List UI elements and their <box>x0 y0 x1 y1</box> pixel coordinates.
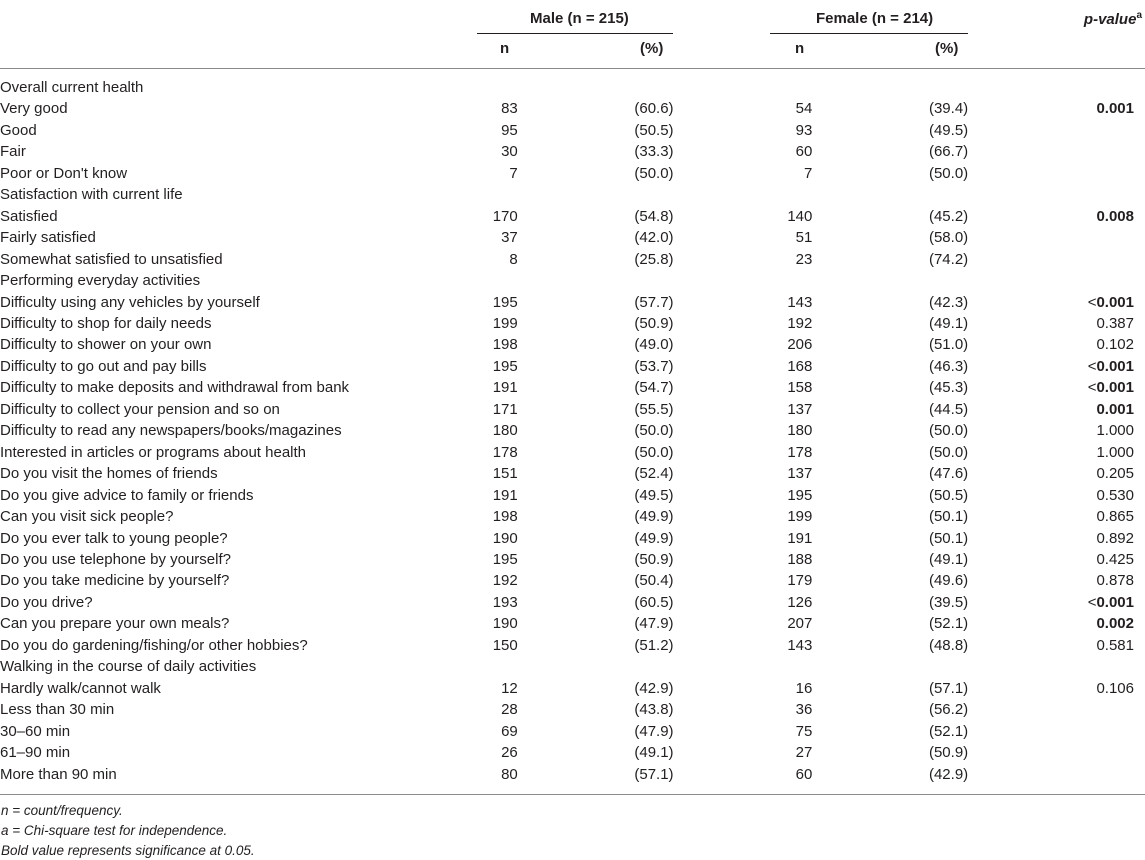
female-percent: (44.5) <box>928 400 969 418</box>
p-value: 0.008 <box>1096 207 1134 225</box>
female-count: 137 <box>787 465 813 483</box>
female-percent: (50.5) <box>928 486 969 504</box>
p-value-cell <box>968 549 1145 570</box>
female-count: 54 <box>795 100 813 118</box>
row-label: Interested in articles or programs about health <box>0 443 306 461</box>
male-percent: (54.8) <box>634 207 674 225</box>
female-percent: (42.3) <box>928 293 969 311</box>
row-label: Can you prepare your own meals? <box>0 615 230 633</box>
row-label: Difficulty to go out and pay bills <box>0 357 207 375</box>
female-percent: (52.1) <box>928 722 969 740</box>
male-count: 171 <box>492 400 518 418</box>
female-count: 51 <box>795 229 813 247</box>
row-label: Poor or Don't know <box>0 164 128 182</box>
male-group-header: Male (n = 215) <box>530 10 629 27</box>
empty-cell <box>518 656 674 677</box>
p-value-cell <box>968 292 1145 313</box>
male-count: 7 <box>509 164 518 182</box>
male-count: 193 <box>492 593 518 611</box>
female-percent: (74.2) <box>928 250 969 268</box>
p-value-cell <box>968 163 1145 184</box>
male-percent: (49.9) <box>634 529 674 547</box>
female-header-underline <box>770 33 968 34</box>
p-value-cell <box>968 506 1145 527</box>
male-count: 12 <box>501 679 518 697</box>
empty-cell <box>968 656 1145 677</box>
p-value-cell <box>968 399 1145 420</box>
male-percent: (60.5) <box>634 593 674 611</box>
row-label: Do you use telephone by yourself? <box>0 550 231 568</box>
p-value: 0.002 <box>1096 615 1134 633</box>
empty-cell <box>674 656 813 677</box>
p-value-cell <box>968 570 1145 591</box>
table-row <box>0 528 1145 549</box>
female-percent: (49.6) <box>928 572 969 590</box>
table-row <box>0 742 1145 763</box>
male-percent: (55.5) <box>634 400 674 418</box>
female-count: 137 <box>787 400 813 418</box>
row-label: Difficulty using any vehicles by yourself <box>0 293 260 311</box>
male-count: 191 <box>492 486 518 504</box>
p-value-cell <box>968 141 1145 162</box>
section-label: Performing everyday activities <box>0 272 201 290</box>
row-label: Somewhat satisfied to unsatisfied <box>0 250 223 268</box>
p-value-cell <box>968 485 1145 506</box>
p-value-cell <box>968 721 1145 742</box>
empty-cell <box>968 77 1145 98</box>
female-percent: (50.0) <box>928 164 969 182</box>
male-percent: (50.0) <box>634 422 674 440</box>
female-percent: (49.5) <box>928 121 969 139</box>
row-label: Do you visit the homes of friends <box>0 465 218 483</box>
pvalue-label: p-value <box>1083 11 1137 28</box>
empty-cell <box>968 270 1145 291</box>
female-count: 27 <box>795 744 813 762</box>
male-count: 198 <box>492 508 518 526</box>
female-count: 199 <box>787 508 813 526</box>
female-percent: (50.0) <box>928 443 969 461</box>
section-row <box>0 270 1145 291</box>
table-row <box>0 721 1145 742</box>
p-value: 0.001 <box>1096 100 1134 118</box>
p-value-cell <box>968 120 1145 141</box>
row-label: Hardly walk/cannot walk <box>0 679 161 697</box>
p-value: 0.530 <box>1096 486 1134 504</box>
male-count: 192 <box>492 572 518 590</box>
row-label: Do you ever talk to young people? <box>0 529 228 547</box>
male-percent: (60.6) <box>634 100 674 118</box>
p-value-cell <box>968 356 1145 377</box>
row-label: Difficulty to read any newspapers/books/magazines <box>0 422 342 440</box>
empty-cell <box>470 77 518 98</box>
male-count: 195 <box>492 550 518 568</box>
table-row <box>0 227 1145 248</box>
row-label: Difficulty to collect your pension and so on <box>0 400 280 418</box>
male-count: 199 <box>492 314 518 332</box>
female-percent: (50.0) <box>928 422 969 440</box>
footnote-bold: Bold value represents significance at 0.05. <box>1 843 255 858</box>
female-count: 140 <box>787 207 813 225</box>
p-value-cell <box>968 742 1145 763</box>
section-row <box>0 184 1145 205</box>
table-body <box>0 77 1145 785</box>
footnote-a: a = Chi-square test for independence. <box>1 823 228 838</box>
female-count: 7 <box>804 164 813 182</box>
p-value-cell <box>968 420 1145 441</box>
female-n-header: n <box>795 40 805 57</box>
table-row <box>0 635 1145 656</box>
male-percent: (51.2) <box>634 636 674 654</box>
empty-cell <box>674 270 813 291</box>
p-value-cell <box>968 377 1145 398</box>
row-label: Difficulty to make deposits and withdrawal from bank <box>0 379 350 397</box>
table-row <box>0 764 1145 785</box>
female-count: 126 <box>787 593 813 611</box>
female-count: 191 <box>787 529 813 547</box>
p-value-cell <box>968 592 1145 613</box>
header-bottom-rule <box>0 68 1145 69</box>
p-value: 0.001 <box>1096 357 1134 375</box>
p-value-cell <box>968 613 1145 634</box>
male-count: 190 <box>492 529 518 547</box>
table-row <box>0 420 1145 441</box>
table-row <box>0 141 1145 162</box>
male-percent: (49.9) <box>634 508 674 526</box>
male-count: 83 <box>501 100 518 118</box>
female-percent: (46.3) <box>928 357 969 375</box>
male-count: 191 <box>492 379 518 397</box>
male-percent: (49.1) <box>634 744 674 762</box>
male-count: 178 <box>492 443 518 461</box>
table-row <box>0 206 1145 227</box>
female-count: 158 <box>787 379 813 397</box>
female-count: 180 <box>787 422 813 440</box>
male-percent: (47.9) <box>634 722 674 740</box>
table-row <box>0 163 1145 184</box>
male-pct-header: (%) <box>640 40 664 57</box>
male-percent: (47.9) <box>634 615 674 633</box>
row-label: 30–60 min <box>0 722 71 740</box>
p-value-cell <box>968 206 1145 227</box>
female-count: 23 <box>795 250 813 268</box>
row-label: Do you take medicine by yourself? <box>0 572 230 590</box>
empty-cell <box>968 184 1145 205</box>
p-value-cell <box>968 442 1145 463</box>
pvalue-header <box>1084 10 1142 28</box>
row-label: Can you visit sick people? <box>0 508 174 526</box>
table-row <box>0 356 1145 377</box>
p-value-prefix: < <box>1087 593 1097 611</box>
female-group-header: Female (n = 214) <box>816 10 934 27</box>
table-row <box>0 442 1145 463</box>
p-value-cell <box>968 334 1145 355</box>
female-percent: (56.2) <box>928 701 969 719</box>
male-count: 195 <box>492 357 518 375</box>
female-count: 143 <box>787 636 813 654</box>
row-label: More than 90 min <box>0 765 117 783</box>
female-count: 178 <box>787 443 813 461</box>
female-percent: (45.2) <box>928 207 969 225</box>
female-percent: (57.1) <box>928 679 969 697</box>
table-bottom-rule <box>0 794 1145 795</box>
male-count: 180 <box>492 422 518 440</box>
row-label: Do you do gardening/fishing/or other hobbies? <box>0 636 308 654</box>
p-value-cell <box>968 227 1145 248</box>
p-value-prefix: < <box>1087 293 1097 311</box>
row-label: Fair <box>0 143 26 161</box>
table-row <box>0 313 1145 334</box>
male-count: 69 <box>501 722 518 740</box>
p-value: 0.205 <box>1096 465 1134 483</box>
p-value-cell <box>968 678 1145 699</box>
female-percent: (45.3) <box>928 379 969 397</box>
row-label: Fairly satisfied <box>0 229 96 247</box>
male-count: 170 <box>492 207 518 225</box>
p-value: 0.425 <box>1096 550 1134 568</box>
p-value-prefix: < <box>1087 357 1097 375</box>
male-percent: (50.4) <box>634 572 674 590</box>
table-row <box>0 334 1145 355</box>
p-value: 0.001 <box>1096 593 1134 611</box>
female-percent: (50.9) <box>928 744 969 762</box>
male-percent: (50.0) <box>634 443 674 461</box>
female-percent: (51.0) <box>928 336 969 354</box>
male-percent: (50.0) <box>634 164 674 182</box>
female-count: 195 <box>787 486 813 504</box>
male-percent: (52.4) <box>634 465 674 483</box>
table-row <box>0 592 1145 613</box>
female-count: 60 <box>795 765 813 783</box>
male-count: 190 <box>492 615 518 633</box>
p-value-cell <box>968 249 1145 270</box>
male-count: 150 <box>492 636 518 654</box>
p-value: 0.581 <box>1096 636 1134 654</box>
female-percent: (49.1) <box>928 314 969 332</box>
row-label: 61–90 min <box>0 744 71 762</box>
male-count: 195 <box>492 293 518 311</box>
table-row <box>0 570 1145 591</box>
row-label: Difficulty to shower on your own <box>0 336 212 354</box>
female-percent: (42.9) <box>928 765 969 783</box>
table-row <box>0 399 1145 420</box>
empty-cell <box>518 77 674 98</box>
female-count: 206 <box>787 336 813 354</box>
p-value: 1.000 <box>1096 443 1134 461</box>
male-percent: (53.7) <box>634 357 674 375</box>
female-percent: (66.7) <box>928 143 969 161</box>
pvalue-superscript: a <box>1136 10 1142 21</box>
male-count: 26 <box>501 744 518 762</box>
male-count: 95 <box>501 121 518 139</box>
male-percent: (50.9) <box>634 314 674 332</box>
p-value-cell <box>968 528 1145 549</box>
male-count: 198 <box>492 336 518 354</box>
row-label: Good <box>0 121 37 139</box>
p-value-cell <box>968 313 1145 334</box>
male-count: 151 <box>492 465 518 483</box>
row-label: Very good <box>0 100 68 118</box>
p-value: 0.106 <box>1096 679 1134 697</box>
table-row <box>0 377 1145 398</box>
female-count: 207 <box>787 615 813 633</box>
male-percent: (50.9) <box>634 550 674 568</box>
p-value-cell <box>968 98 1145 119</box>
data-table <box>0 77 1145 785</box>
female-count: 36 <box>795 701 813 719</box>
empty-cell <box>674 77 813 98</box>
footnote-n: n = count/frequency. <box>1 803 123 818</box>
female-count: 60 <box>795 143 813 161</box>
empty-cell <box>518 270 674 291</box>
empty-cell <box>470 656 518 677</box>
female-count: 179 <box>787 572 813 590</box>
empty-cell <box>812 184 968 205</box>
section-row <box>0 656 1145 677</box>
male-percent: (57.7) <box>634 293 674 311</box>
row-label: Less than 30 min <box>0 701 115 719</box>
female-percent: (49.1) <box>928 550 969 568</box>
female-count: 168 <box>787 357 813 375</box>
female-percent: (58.0) <box>928 229 969 247</box>
table-row <box>0 678 1145 699</box>
p-value: 0.001 <box>1096 293 1134 311</box>
p-value: 1.000 <box>1096 422 1134 440</box>
row-label: Do you drive? <box>0 593 93 611</box>
p-value-prefix: < <box>1087 379 1097 397</box>
female-percent: (47.6) <box>928 465 969 483</box>
p-value: 0.878 <box>1096 572 1134 590</box>
female-percent: (48.8) <box>928 636 969 654</box>
female-count: 93 <box>795 121 813 139</box>
empty-cell <box>518 184 674 205</box>
female-percent: (50.1) <box>928 529 969 547</box>
male-count: 28 <box>501 701 518 719</box>
male-percent: (50.5) <box>634 121 674 139</box>
p-value-cell <box>968 699 1145 720</box>
male-header-underline <box>477 33 673 34</box>
male-percent: (49.0) <box>634 336 674 354</box>
table-row <box>0 463 1145 484</box>
male-percent: (57.1) <box>634 765 674 783</box>
table-row <box>0 549 1145 570</box>
table-row <box>0 292 1145 313</box>
table-row <box>0 120 1145 141</box>
female-count: 192 <box>787 314 813 332</box>
female-count: 143 <box>787 293 813 311</box>
female-percent: (39.4) <box>928 100 969 118</box>
p-value: 0.892 <box>1096 529 1134 547</box>
female-count: 16 <box>795 679 813 697</box>
p-value-cell <box>968 764 1145 785</box>
female-count: 188 <box>787 550 813 568</box>
table-row <box>0 249 1145 270</box>
p-value-cell <box>968 635 1145 656</box>
p-value: 0.387 <box>1096 314 1134 332</box>
male-percent: (42.9) <box>634 679 674 697</box>
empty-cell <box>674 184 813 205</box>
male-count: 80 <box>501 765 518 783</box>
p-value: 0.001 <box>1096 400 1134 418</box>
female-percent: (50.1) <box>928 508 969 526</box>
p-value-cell <box>968 463 1145 484</box>
section-label: Overall current health <box>0 79 144 96</box>
empty-cell <box>812 270 968 291</box>
table-row <box>0 613 1145 634</box>
empty-cell <box>470 270 518 291</box>
table-row <box>0 485 1145 506</box>
p-value: 0.102 <box>1096 336 1134 354</box>
male-count: 37 <box>501 229 518 247</box>
table-row <box>0 506 1145 527</box>
table-row <box>0 98 1145 119</box>
p-value: 0.001 <box>1096 379 1134 397</box>
male-count: 30 <box>501 143 518 161</box>
section-label: Walking in the course of daily activities <box>0 658 257 676</box>
row-label: Satisfied <box>0 207 58 225</box>
male-count: 8 <box>509 250 518 268</box>
female-percent: (52.1) <box>928 615 969 633</box>
female-pct-header: (%) <box>935 40 959 57</box>
section-label: Satisfaction with current life <box>0 186 183 204</box>
empty-cell <box>812 77 968 98</box>
section-row <box>0 77 1145 98</box>
row-label: Difficulty to shop for daily needs <box>0 314 212 332</box>
male-percent: (25.8) <box>634 250 674 268</box>
empty-cell <box>812 656 968 677</box>
male-percent: (42.0) <box>634 229 674 247</box>
male-n-header: n <box>500 40 510 57</box>
male-percent: (33.3) <box>634 143 674 161</box>
male-percent: (43.8) <box>634 701 674 719</box>
p-value: 0.865 <box>1096 508 1134 526</box>
table-row <box>0 699 1145 720</box>
male-percent: (49.5) <box>634 486 674 504</box>
female-percent: (39.5) <box>928 593 969 611</box>
row-label: Do you give advice to family or friends <box>0 486 254 504</box>
empty-cell <box>470 184 518 205</box>
female-count: 75 <box>795 722 813 740</box>
male-percent: (54.7) <box>634 379 674 397</box>
